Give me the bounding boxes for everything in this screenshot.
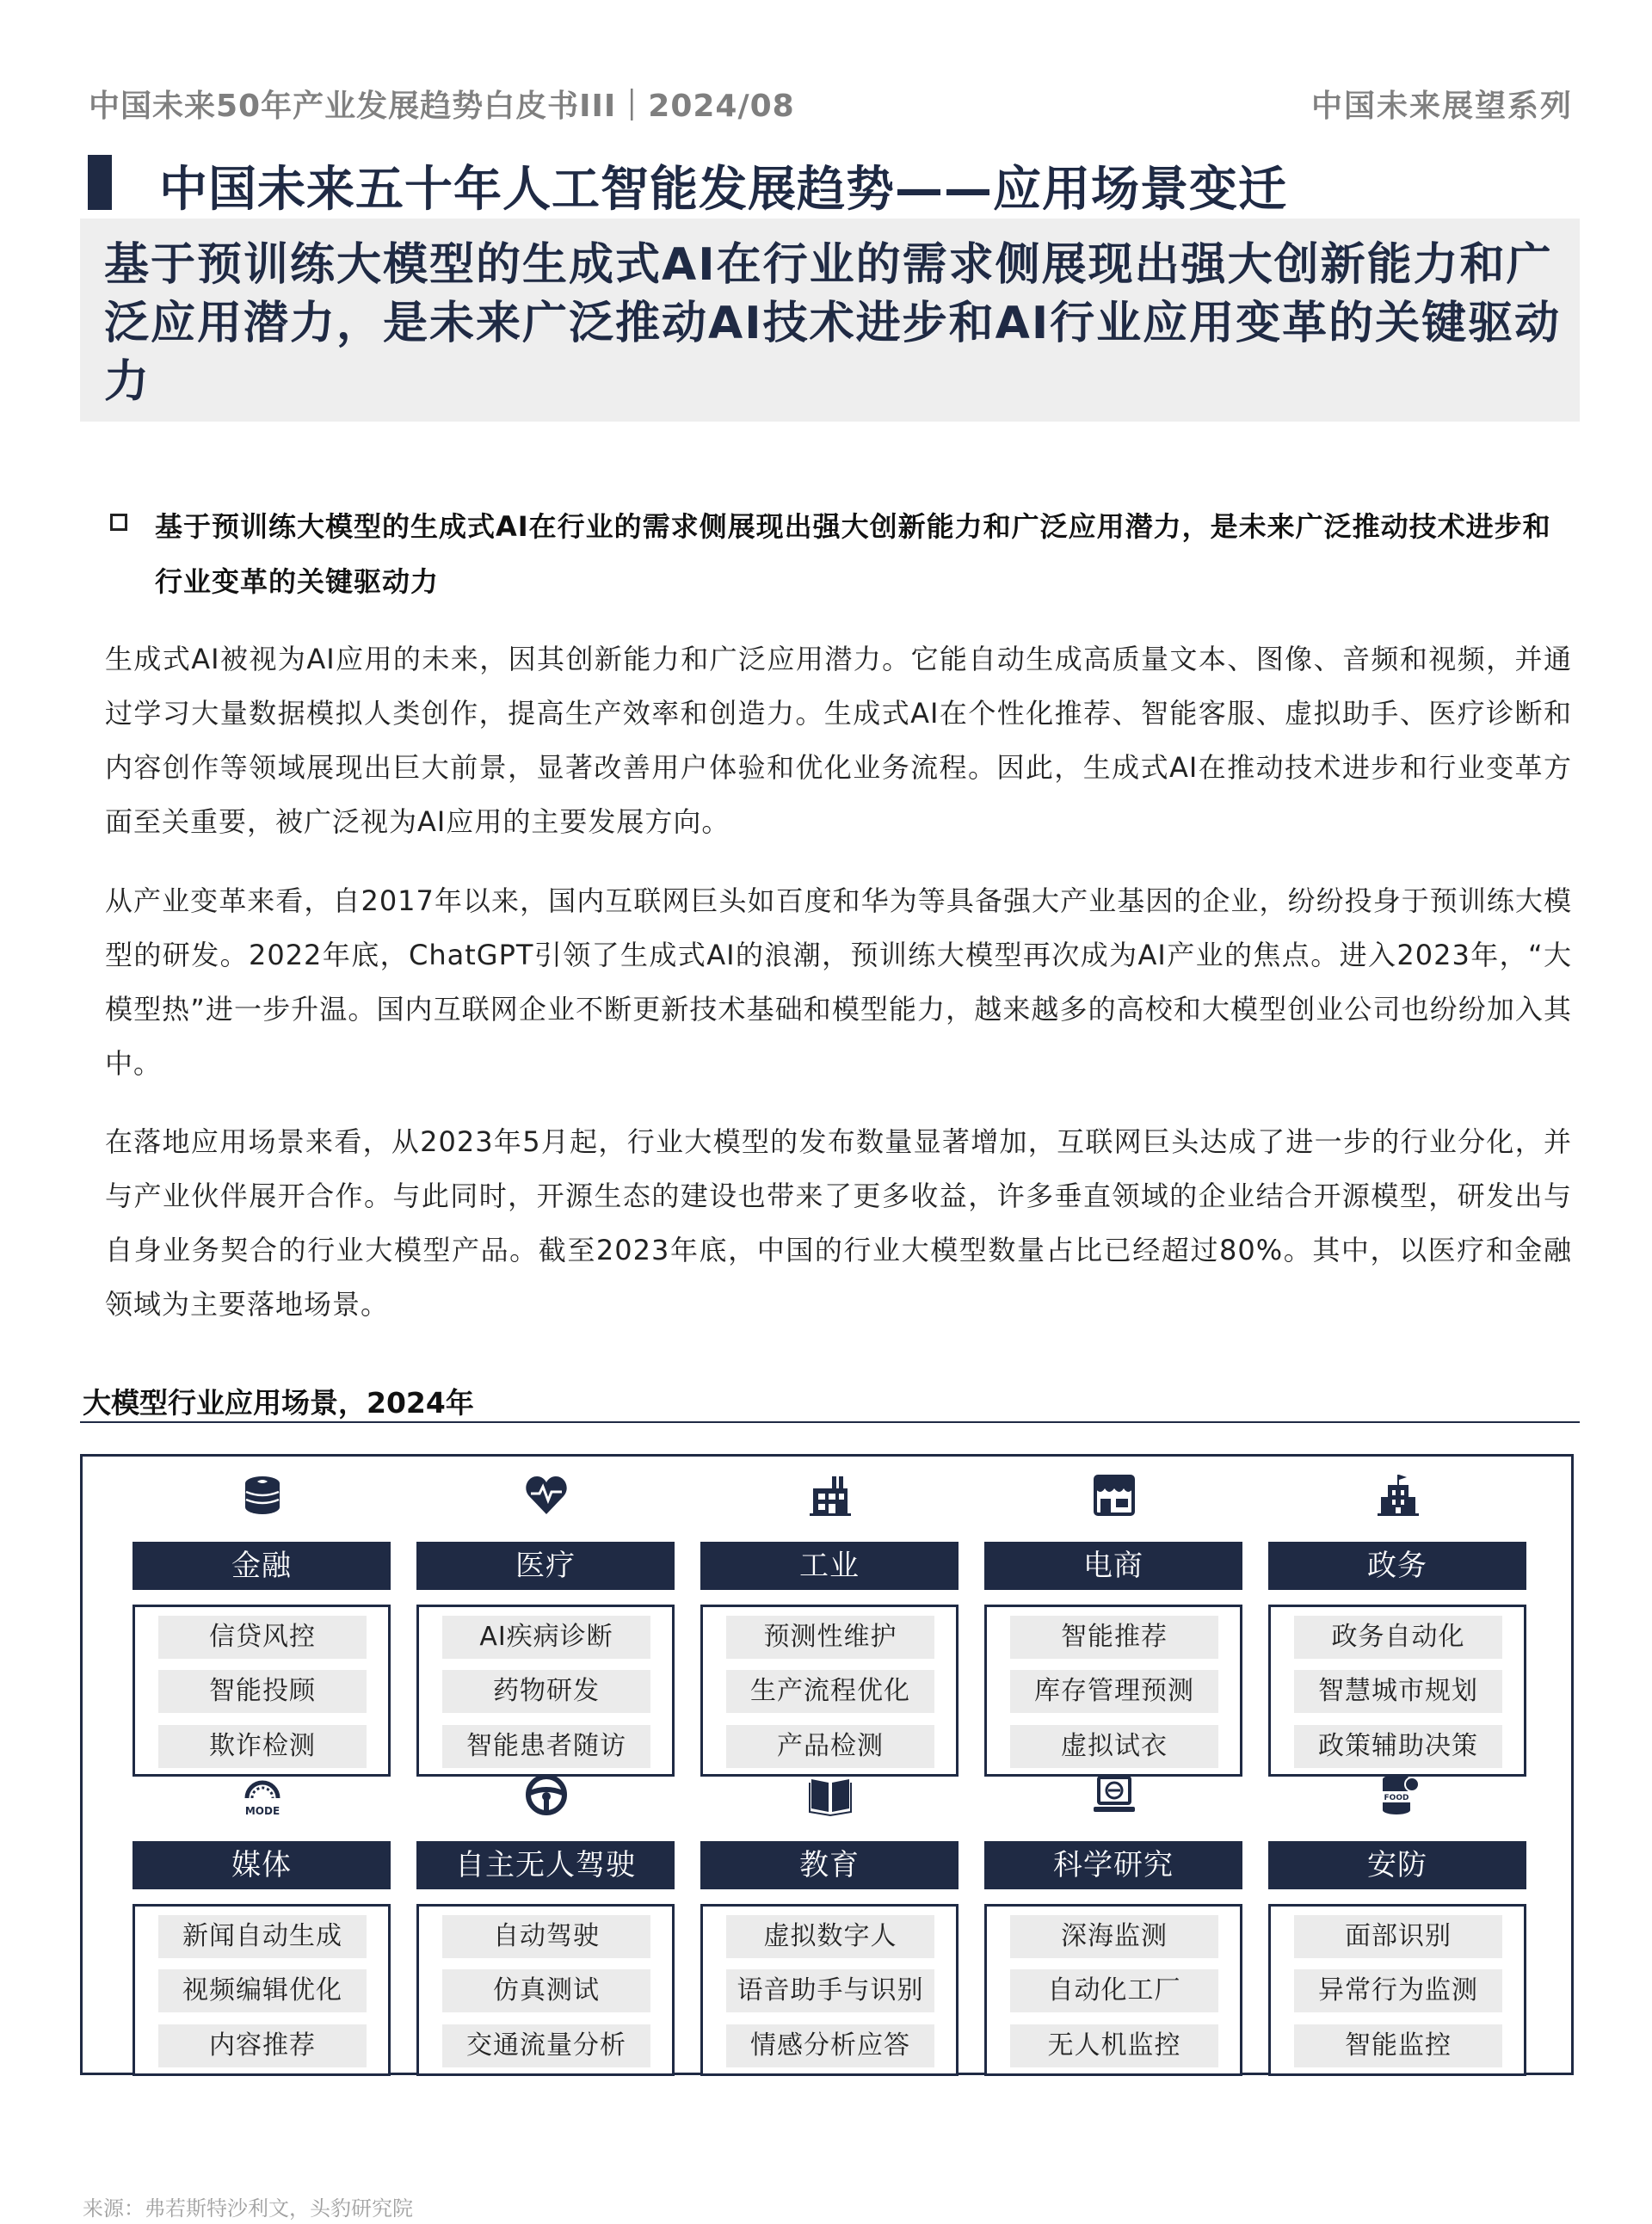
body-paragraph: 从产业变革来看，自2017年以来，国内互联网巨头如百度和华为等具备强大产业基因的企业，纷纷投身于预训练大模型的研发。2022年底，ChatGPT引领了生成式AI的浪潮，预训练大模型再次成为AI产业的焦点。进入2023年，“大模型热”进一步升温。国内互联网企业不断更新技术基础和模型能力，越来越多的高校和大模型创业公司也纷纷加入其中。 (105, 884, 1572, 1080)
scenario-item: 智能患者随访 (442, 1725, 650, 1768)
key-message-banner (80, 219, 1580, 422)
sector-items (700, 1904, 959, 2076)
key-message-text: 基于预训练大模型的生成式AI在行业的需求侧展现出强大创新能力和广泛应用潜力，是未来广泛推动AI技术进步和AI行业应用变革的关键驱动力 (104, 239, 1562, 408)
scenario-item: 政策辅助决策 (1294, 1725, 1502, 1768)
open-book-icon (808, 1772, 853, 1817)
scenario-item: 自动驾驶 (442, 1915, 650, 1958)
scenario-item: 欺诈检测 (158, 1725, 367, 1768)
scenario-item: 预测性维护 (726, 1616, 934, 1659)
sector-items (416, 1605, 675, 1777)
scenario-item: 智慧城市规划 (1294, 1670, 1502, 1713)
scenario-item: 药物研发 (442, 1670, 650, 1713)
storefront-icon (1092, 1473, 1137, 1518)
sector-items (984, 1605, 1242, 1777)
sector-header: 电商 (984, 1542, 1242, 1590)
scenario-item: 虚拟数字人 (726, 1915, 934, 1958)
scenario-item: 库存管理预测 (1010, 1670, 1218, 1713)
sector-items (1268, 1904, 1526, 2076)
laptop-browser-icon (1092, 1772, 1137, 1817)
heart-pulse-icon (524, 1473, 569, 1518)
government-building-icon (1376, 1473, 1421, 1518)
sector-header: 教育 (700, 1841, 959, 1889)
scenario-item: 情感分析应答 (726, 2024, 934, 2067)
scenario-item: 新闻自动生成 (158, 1915, 367, 1958)
factory-icon (808, 1473, 853, 1518)
steering-wheel-icon (524, 1772, 569, 1817)
scenario-item: 智能投顾 (158, 1670, 367, 1713)
figure-title-rule (80, 1421, 1580, 1423)
mode-icon-label: MODE (244, 1805, 280, 1817)
sector-header: 自主无人驾驶 (416, 1841, 675, 1889)
scenario-item: 信贷风控 (158, 1616, 367, 1659)
sector-header: 金融 (133, 1542, 391, 1590)
sector-items (984, 1904, 1242, 2076)
sector-items (133, 1605, 391, 1777)
page-title: 中国未来五十年人工智能发展趋势——应用场景变迁 (159, 162, 1287, 218)
sector-header: 媒体 (133, 1841, 391, 1889)
body-paragraph: 在落地应用场景来看，从2023年5月起，行业大模型的发布数量显著增加，互联网巨头达成了进一步的行业分化，并与产业伙伴展开合作。与此同时，开源生态的建设也带来了更多收益，许多垂直领域的企业结合开源模型，研发出与自身业务契合的行业大模型产品。截至2023年底，中国的行业大模型数量占比已经超过80%。其中，以医疗和金融领域为主要落地场景。 (105, 1125, 1572, 1321)
mode-dial-icon (240, 1772, 285, 1817)
scenario-item: 政务自动化 (1294, 1616, 1502, 1659)
sector-items (133, 1904, 391, 2076)
sector-header: 安防 (1268, 1841, 1526, 1889)
scenario-item: 智能监控 (1294, 2024, 1502, 2067)
scenario-item: 产品检测 (726, 1725, 934, 1768)
title-accent-bar (88, 155, 112, 210)
scenario-item: 自动化工厂 (1010, 1969, 1218, 2012)
scenario-item: 语音助手与识别 (726, 1969, 934, 2012)
series-label: 中国未来展望系列 (1310, 89, 1573, 124)
bullet-heading: 基于预训练大模型的生成式AI在行业的需求侧展现出强大创新能力和广泛应用潜力，是未来广泛推动技术进步和行业变革的关键驱动力 (155, 510, 1551, 598)
scenario-item: 无人机监控 (1010, 2024, 1218, 2067)
scenario-item: 智能推荐 (1010, 1616, 1218, 1659)
scenario-item: 视频编辑优化 (158, 1969, 367, 2012)
scenario-item: 异常行为监测 (1294, 1969, 1502, 2012)
sector-items (700, 1605, 959, 1777)
sector-items (1268, 1605, 1526, 1777)
report-series-title: 中国未来50年产业发展趋势白皮书III｜2024/08 (89, 89, 795, 124)
figure-title: 大模型行业应用场景，2024年 (83, 1386, 474, 1420)
scenario-item: 面部识别 (1294, 1915, 1502, 1958)
scenario-item: AI疾病诊断 (442, 1616, 650, 1659)
scenario-item: 交通流量分析 (442, 2024, 650, 2067)
sector-header: 科学研究 (984, 1841, 1242, 1889)
checkbox-bullet-icon (110, 514, 127, 531)
coins-icon (240, 1473, 285, 1518)
scenario-item: 生产流程优化 (726, 1670, 934, 1713)
scenario-item: 虚拟试衣 (1010, 1725, 1218, 1768)
source-note: 来源：弗若斯特沙利文，头豹研究院 (83, 2196, 413, 2221)
scenario-item: 深海监测 (1010, 1915, 1218, 1958)
sector-header: 政务 (1268, 1542, 1526, 1590)
scenario-item: 内容推荐 (158, 2024, 367, 2067)
food-icon-label: FOOD (1384, 1794, 1409, 1802)
sector-items (416, 1904, 675, 2076)
scenario-item: 仿真测试 (442, 1969, 650, 2012)
body-paragraph: 生成式AI被视为AI应用的未来，因其创新能力和广泛应用潜力。它能自动生成高质量文本、图像、音频和视频，并通过学习大量数据模拟人类创作，提高生产效率和创造力。生成式AI在个性化推荐、智能客服、虚拟助手、医疗诊断和内容创作等领域展现出巨大前景，显著改善用户体验和优化业务流程。因此，生成式AI在推动技术进步和行业变革方面至关重要，被广泛视为AI应用的主要发展方向。 (105, 643, 1572, 838)
food-can-icon (1376, 1772, 1421, 1817)
sector-header: 工业 (700, 1542, 959, 1590)
sector-header: 医疗 (416, 1542, 675, 1590)
